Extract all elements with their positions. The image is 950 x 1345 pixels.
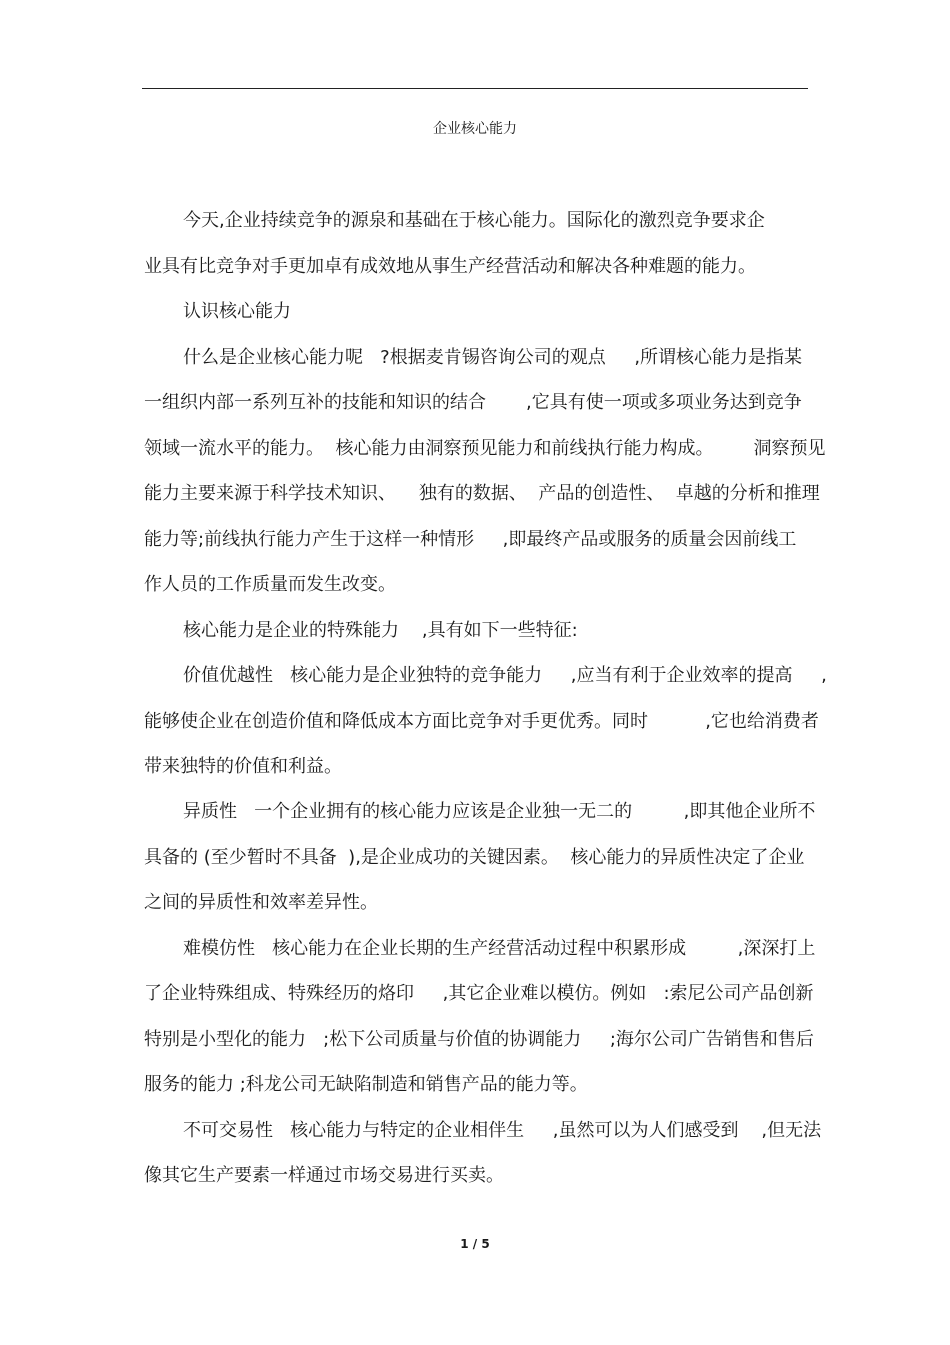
text-line: 带来独特的价值和利益。: [144, 756, 342, 777]
text-line: 了企业特殊组成、特殊经历的烙印 ,其它企业难以模仿。例如 :索尼公司产品创新: [144, 983, 814, 1004]
text-line: 像其它生产要素一样通过市场交易进行买卖。: [144, 1165, 504, 1186]
text-line: 今天,企业持续竞争的源泉和基础在于核心能力。国际化的激烈竞争要求企: [183, 210, 765, 231]
text-line: 能够使企业在创造价值和降低成本方面比竞争对手更优秀。同时 ,它也给消费者: [144, 711, 819, 732]
text-line: 领域一流水平的能力。 核心能力由洞察预见能力和前线执行能力构成。 洞察预见: [144, 438, 826, 459]
header-rule: [142, 88, 808, 89]
text-line: 之间的异质性和效率差异性。: [144, 892, 378, 913]
text-line: 业具有比竞争对手更加卓有成效地从事生产经营活动和解决各种难题的能力。: [144, 256, 756, 277]
document-title: 企业核心能力: [433, 121, 517, 137]
text-line: 特别是小型化的能力 ;松下公司质量与价值的协调能力 ;海尔公司广告销售和售后: [144, 1029, 814, 1050]
text-line: 难模仿性 核心能力在企业长期的生产经营活动过程中积累形成 ,深深打上: [183, 938, 816, 959]
text-line: 作人员的工作质量而发生改变。: [144, 574, 396, 595]
text-line: 异质性 一个企业拥有的核心能力应该是企业独一无二的 ,即其他企业所不: [183, 801, 816, 822]
text-line: 什么是企业核心能力呢 ?根据麦肯锡咨询公司的观点 ,所谓核心能力是指某: [183, 347, 803, 368]
text-line: 核心能力是企业的特殊能力 ,具有如下一些特征:: [183, 620, 578, 641]
text-line: 能力主要来源于科学技术知识、 独有的数据、 产品的创造性、 卓越的分析和推理: [144, 483, 820, 504]
page-number: 1 / 5: [460, 1237, 490, 1251]
text-line: 一组织内部一系列互补的技能和知识的结合 ,它具有使一项或多项业务达到竞争: [144, 392, 802, 413]
text-line: 具备的 (至少暂时不具备 ),是企业成功的关键因素。 核心能力的异质性决定了企业: [144, 847, 805, 868]
text-line: 服务的能力 ;科龙公司无缺陷制造和销售产品的能力等。: [144, 1074, 588, 1095]
text-line: 能力等;前线执行能力产生于这样一种情形 ,即最终产品或服务的质量会因前线工: [144, 529, 797, 550]
text-line: 不可交易性 核心能力与特定的企业相伴生 ,虽然可以为人们感受到 ,但无法: [183, 1120, 822, 1141]
section-heading: 认识核心能力: [183, 301, 291, 322]
text-line: 价值优越性 核心能力是企业独特的竞争能力 ,应当有利于企业效率的提高 ,: [183, 665, 827, 686]
